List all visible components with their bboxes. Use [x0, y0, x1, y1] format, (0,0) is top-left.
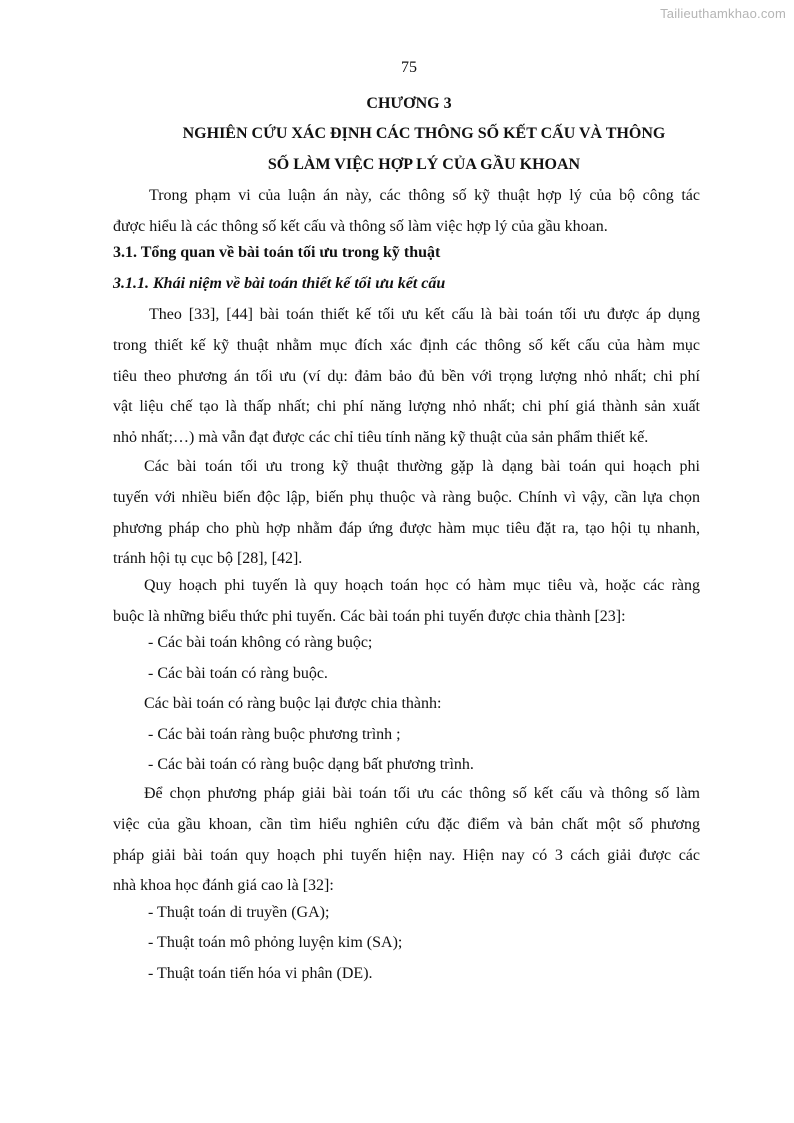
chapter-title: CHƯƠNG 3 [366, 95, 452, 112]
text-line: tránh hội tụ cục bộ [28], [42]. [113, 550, 303, 568]
text-line: nhỏ nhất;…) mà vẫn đạt được các chỉ tiêu tính năng kỹ thuật của sản phẩm thiết kế. [113, 429, 649, 447]
text-line: Các bài toán tối ưu trong kỹ thuật thường gặp là dạng bài toán qui hoạch phi [144, 458, 700, 475]
text-line: Trong phạm vi của luận án này, các thông số kỹ thuật hợp lý của bộ công tác [149, 187, 700, 204]
intro-paragraph [113, 181, 700, 243]
list-item: - Các bài toán có ràng buộc. [148, 665, 328, 682]
list-item: - Thuật toán di truyền (GA); [148, 904, 330, 921]
chapter-heading-line-2: SỐ LÀM VIỆC HỢP LÝ CỦA GẦU KHOAN [267, 156, 581, 173]
section-heading: 3.1. Tổng quan về bài toán tối ưu trong kỹ thuật [113, 244, 441, 261]
paragraph-2 [113, 452, 700, 575]
text-line: Để chọn phương pháp giải bài toán tối ưu các thông số kết cấu và thông số làm [144, 785, 700, 802]
text-line: việc của gầu khoan, cần tìm hiểu nghiên cứu đặc điểm và bản chất một số phương [113, 815, 700, 833]
text-line: nhà khoa học đánh giá cao là [32]: [113, 877, 334, 895]
page-number: 75 [401, 59, 417, 76]
text-line: Quy hoạch phi tuyến là quy hoạch toán học có hàm mục tiêu và, hoặc các ràng [144, 577, 700, 594]
text-line: vật liệu chế tạo là thấp nhất; chi phí năng lượng nhỏ nhất; chi phí giá thành sản xuất [113, 398, 700, 416]
paragraph-4: Các bài toán có ràng buộc lại được chia thành: [144, 695, 442, 712]
paragraph-5 [113, 779, 700, 902]
text-line: pháp giải bài toán quy hoạch phi tuyến hiện nay. Hiện nay có 3 cách giải được các [113, 846, 700, 864]
text-line: tiêu theo phương án tối ưu (ví dụ: đảm bảo đủ bền với trọng lượng nhỏ nhất; chi phí [113, 367, 700, 385]
text-line: được hiểu là các thông số kết cấu và thông số làm việc hợp lý của gầu khoan. [113, 217, 608, 235]
text-line: phương pháp cho phù hợp nhằm đáp ứng được hàm mục tiêu đặt ra, tạo hội tụ nhanh, [113, 519, 700, 537]
list-item: - Thuật toán mô phỏng luyện kim (SA); [148, 934, 403, 951]
text-line: Theo [33], [44] bài toán thiết kế tối ưu kết cấu là bài toán tối ưu được áp dụng [149, 306, 700, 323]
list-item: - Các bài toán ràng buộc phương trình ; [148, 726, 401, 743]
chapter-heading-line-1: NGHIÊN CỨU XÁC ĐỊNH CÁC THÔNG SỐ KẾT CẤU VÀ THÔNG [182, 125, 666, 142]
watermark: Tailieuthamkhao.com [660, 6, 786, 21]
subsection-heading: 3.1.1. Khái niệm về bài toán thiết kế tối ưu kết cấu [113, 275, 446, 292]
paragraph-1 [113, 300, 700, 454]
text-line: trong thiết kế kỹ thuật nhằm mục đích xác định các thông số kết cấu của hàm mục [113, 336, 700, 354]
list-item: - Các bài toán có ràng buộc dạng bất phương trình. [148, 756, 474, 773]
list-item: - Các bài toán không có ràng buộc; [148, 634, 373, 651]
paragraph-3 [113, 571, 700, 633]
text-line: tuyến với nhiều biến độc lập, biến phụ thuộc và ràng buộc. Chính vì vậy, cần lựa chọn [113, 488, 700, 506]
text-line: buộc là những biểu thức phi tuyến. Các bài toán phi tuyến được chia thành [23]: [113, 607, 626, 625]
list-item: - Thuật toán tiến hóa vi phân (DE). [148, 965, 373, 982]
